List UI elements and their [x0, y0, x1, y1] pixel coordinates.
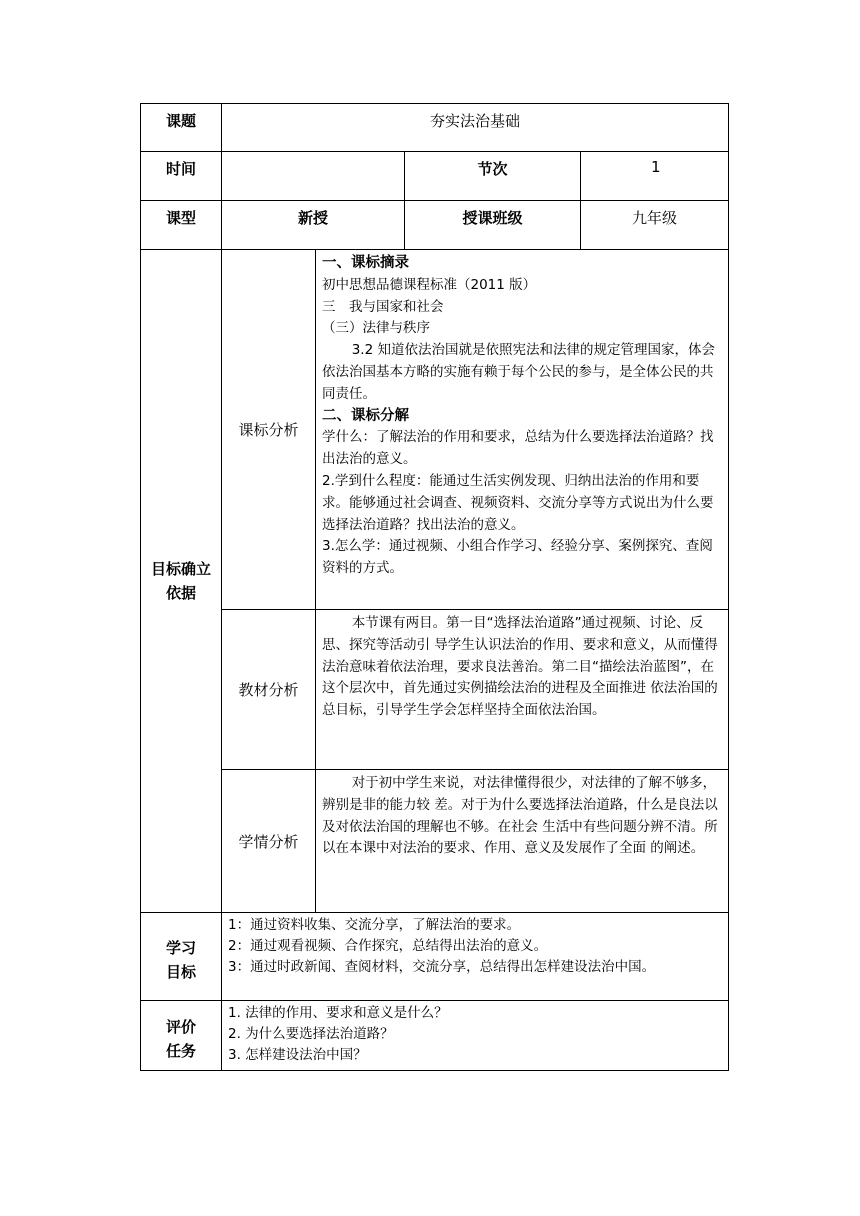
curriculum-line-1: 初中思想品德课程标准（2011 版）	[322, 276, 537, 293]
period-value: 1	[581, 152, 729, 201]
objective-item-2: 2：通过观看视频、合作探究，总结得出法治的意义。	[228, 938, 548, 954]
objective-item-3: 3：通过时政新闻、查阅材料，交流分享，总结得出怎样建设法治中国。	[228, 959, 656, 975]
lesson-plan-table	[140, 103, 729, 1071]
task-item-1: 1. 法律的作用、要求和意义是什么？	[228, 1005, 448, 1021]
task-item-2: 2. 为什么要选择法治道路？	[228, 1026, 394, 1042]
task-item-3: 3. 怎样建设法治中国？	[228, 1047, 367, 1063]
curriculum-heading-1: 一、课标摘录	[322, 255, 409, 271]
curriculum-content	[316, 250, 729, 610]
tasks-row	[141, 1001, 729, 1071]
topic-value: 夯实法治基础	[222, 104, 729, 152]
curriculum-point-2: 2.学到什么程度：能通过生活实例发现、归纳出法治的作用和要求。能够通过社会调查、视频资料、交流分享等方式说出为什么要选择法治道路？找出法治的意义。	[322, 472, 714, 533]
type-label: 课型	[141, 201, 222, 250]
curriculum-line-2: 三 我与国家和社会	[322, 298, 444, 315]
curriculum-row	[141, 250, 729, 610]
curriculum-point-1: 学什么：了解法治的作用和要求，总结为什么要选择法治道路？找出法治的意义。	[322, 429, 714, 468]
tasks-label	[141, 1001, 222, 1071]
objectives-row	[141, 913, 729, 1001]
students-content	[316, 770, 729, 913]
topic-label: 课题	[141, 104, 222, 152]
curriculum-label: 课标分析	[222, 250, 316, 610]
time-label: 时间	[141, 152, 222, 201]
time-value	[222, 152, 405, 201]
objectives-label	[141, 913, 222, 1001]
students-text: 对于初中学生来说，对法律懂得很少，对法律的了解不够多，辨别是非的能力较 差。对于为什么要选择法治道路，什么是良法以及对依法治国的理解也不够。在社会 生活中有些问题分辨不清。所以在本课中对法治的要求、作用、意义及发展作了全面 的阐述。	[322, 775, 718, 857]
topic-row	[141, 104, 729, 152]
curriculum-point-3: 3.怎么学：通过视频、小组合作学习、经验分享、案例探究、查阅资料的方式。	[322, 538, 713, 577]
students-label: 学情分析	[222, 770, 316, 913]
period-label: 节次	[405, 152, 581, 201]
curriculum-line-3: （三）法律与秩序	[322, 320, 430, 337]
tasks-content	[222, 1001, 729, 1071]
type-row	[141, 201, 729, 250]
tasks-label-line-2: 任务	[165, 1041, 196, 1060]
tasks-label-line-1: 评价	[165, 1017, 196, 1036]
students-row	[141, 770, 729, 913]
time-row	[141, 152, 729, 201]
objectives-label-line-2: 目标	[165, 962, 196, 981]
objectives-label-line-1: 学习	[165, 938, 196, 957]
textbook-row	[141, 610, 729, 770]
textbook-content	[316, 610, 729, 770]
curriculum-paragraph: 3.2 知道依法治国就是依照宪法和法律的规定管理国家，体会依法治国基本方略的实施有赖于每个公民的参与，是全体公民的共同责任。	[322, 342, 715, 402]
objective-item-1: 1：通过资料收集、交流分享，了解法治的要求。	[228, 917, 521, 933]
basis-label: 目标确立依据	[141, 250, 222, 913]
class-value: 九年级	[581, 201, 729, 250]
textbook-text: 本节课有两目。第一目“选择法治道路”通过视频、讨论、反思、探究等活动引 导学生认识法治的作用、要求和意义，从而懂得法治意味着依法治理，要求良法善治。第二目“描绘法治蓝图”，在这个层次中，首先通过实例描绘法治的进程及全面推进 依法治国的总目标，引导学生学会怎样坚持全面依法治国。	[322, 615, 718, 719]
objectives-content	[222, 913, 729, 1001]
class-label: 授课班级	[405, 201, 581, 250]
textbook-label: 教材分析	[222, 610, 316, 770]
curriculum-heading-2: 二、课标分解	[322, 407, 409, 424]
type-value: 新授	[222, 201, 405, 250]
